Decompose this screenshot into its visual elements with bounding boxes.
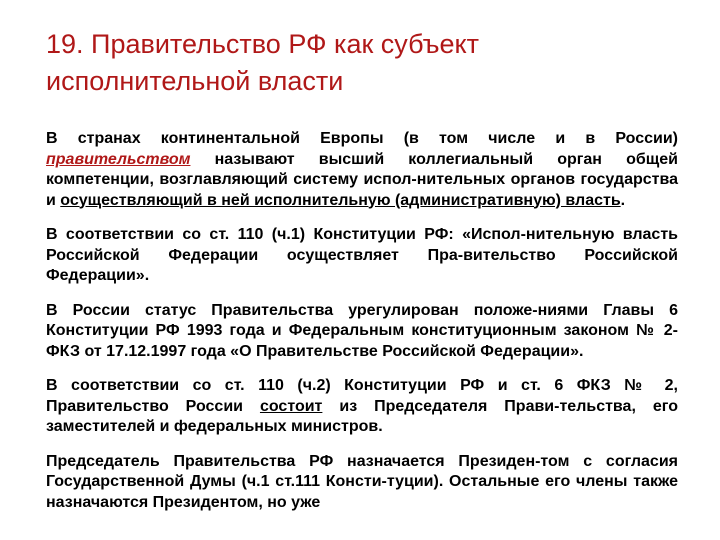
underlined-word: состоит (259, 397, 323, 415)
paragraph-legal-status: В России статус Правительства урегулирован положе-ниями Главы 6 Конституции РФ 1993 года и Федеральным конституционным законом № 2-ФКЗ от 17.12.1997 года «О Правительстве Российской Федерации». (46, 301, 678, 360)
paragraph-composition (46, 376, 678, 438)
slide-body (46, 129, 678, 527)
paragraph-text: из Председателя Прави-тельства, его заместителей и федеральных министров. (46, 397, 678, 435)
paragraph-text: . (620, 191, 626, 209)
paragraph-government-definition (46, 129, 678, 211)
paragraph-text: называют высший коллегиальный орган общей компетенции, возглавляющий систему испол-нительных органов государства и (46, 150, 678, 209)
paragraph-text: В странах континентальной Европы (в том числе и в России) (46, 130, 678, 147)
paragraph-chairman-appointment: Председатель Правительства РФ назначается Президен-том с согласия Государственной Думы (ч.1 ст.111 Консти-туции). Остальные его члены также назначаются Президентом, но уже (46, 452, 678, 511)
underlined-phrase: осуществляющий в ней исполнительную (административную) власть (60, 191, 621, 209)
slide-title: 19. Правительство РФ как субъект исполнительной власти (46, 29, 480, 96)
highlighted-term: правительством (46, 150, 191, 168)
paragraph-constitution-article-110: В соответствии со ст. 110 (ч.1) Конституции РФ: «Испол-нительную власть Российской Федерации осуществляет Пра-вительство Российской Федерации». (46, 226, 678, 284)
paragraph-text: В соответствии со ст. 110 (ч.2) Конституции РФ и ст. 6 ФКЗ № 2, Правительство России (46, 377, 678, 415)
